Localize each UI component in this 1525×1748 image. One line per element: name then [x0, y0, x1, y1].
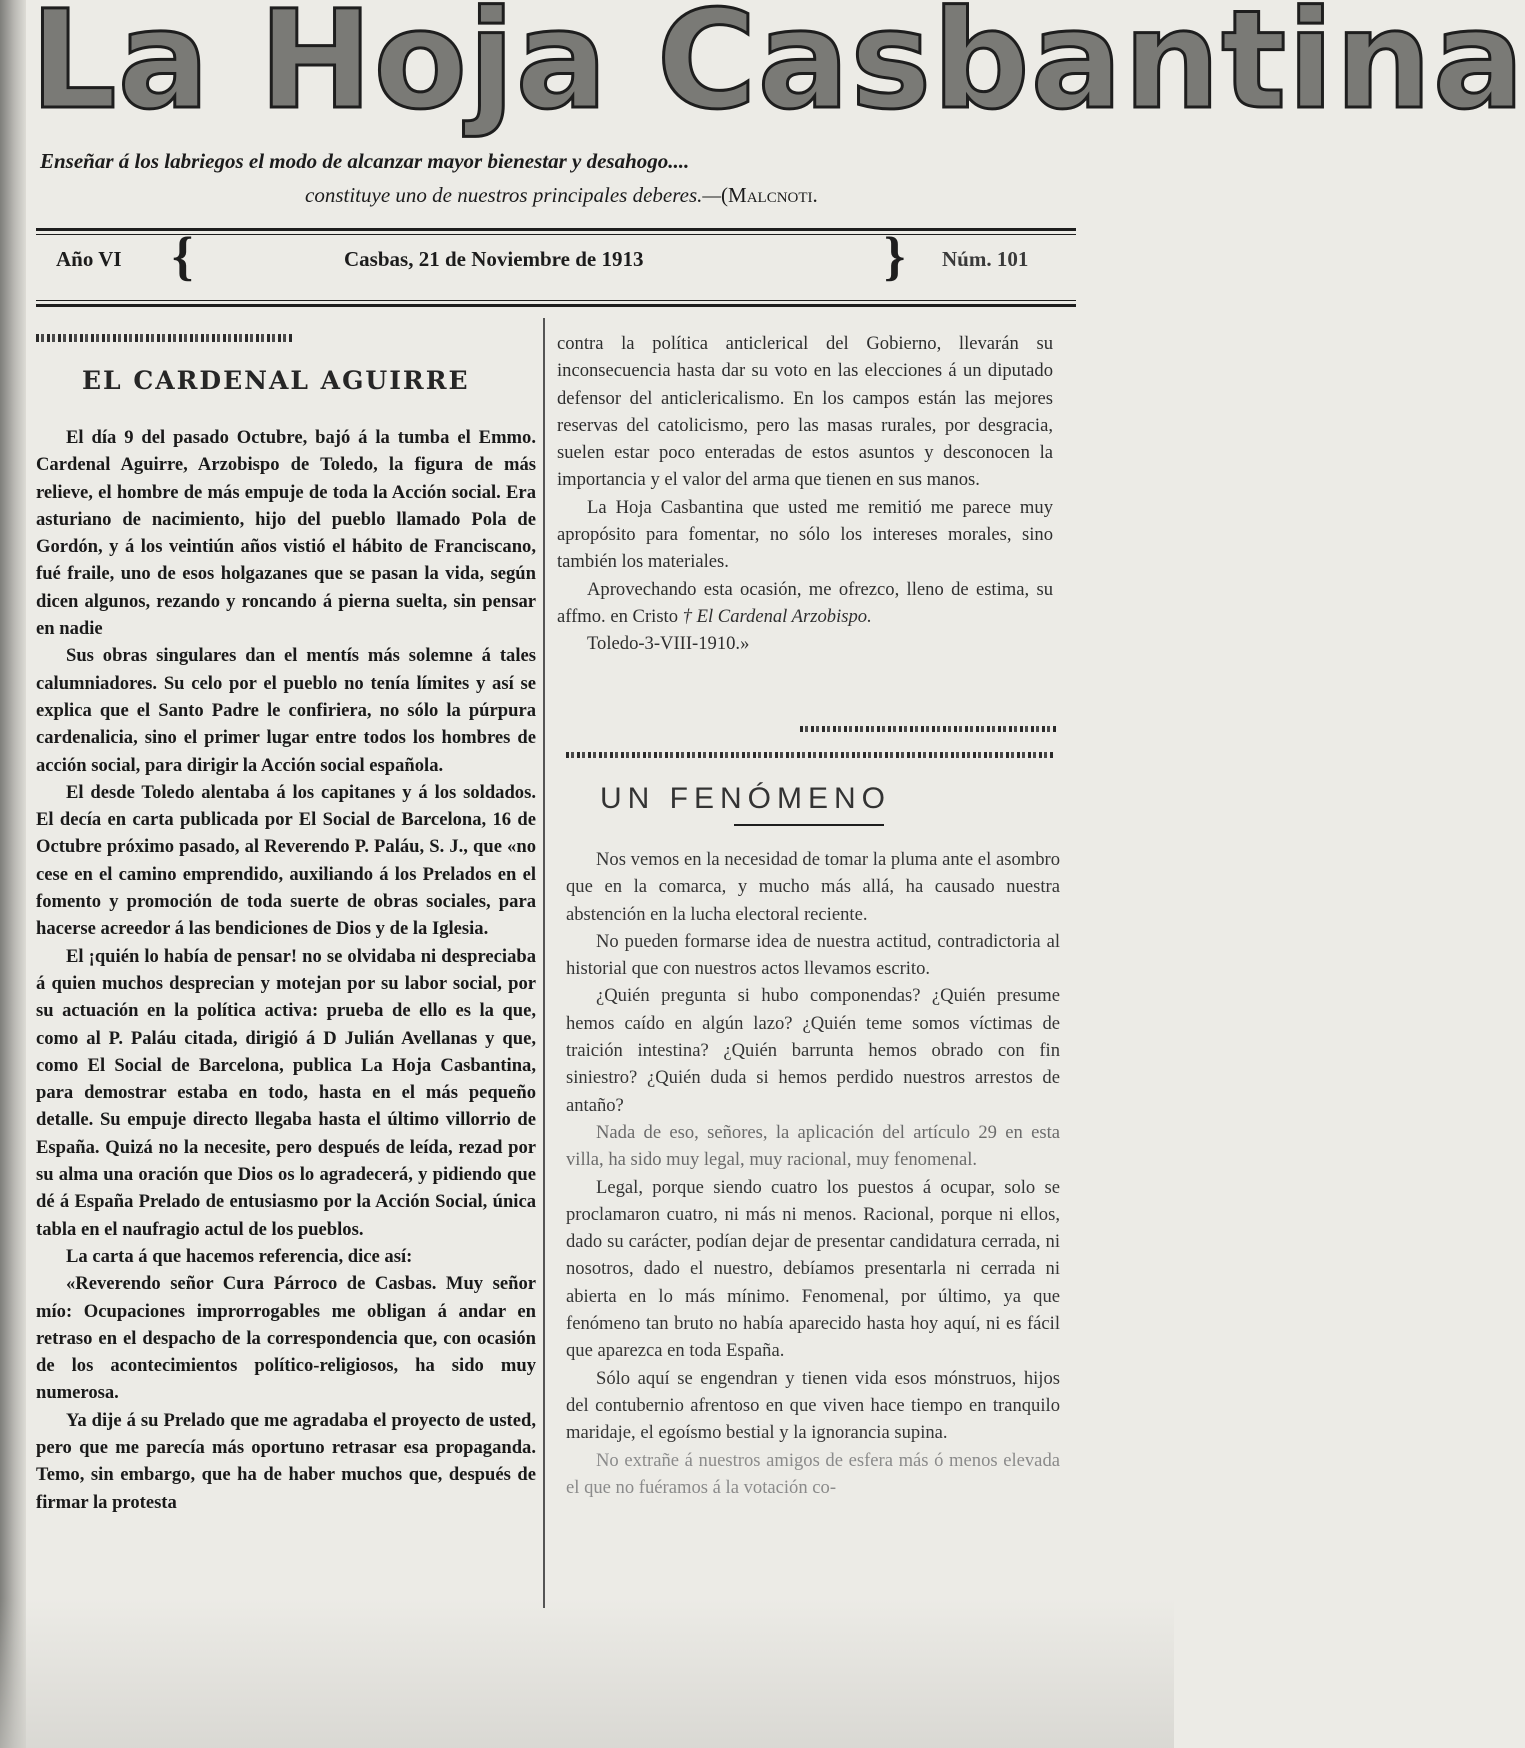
- article-paragraph: Legal, porque siendo cuatro los puestos á ocupar, solo se proclamaron cuatro, ni más ni menos. Racional, porque ni ellos, dado su carácter, podían dejar de presentar candidatura cerrada, ni nosotros, dado el nuestro, debíamos presentarla ni cerrada ni abierta en lo más mínimo. Fenomenal, por último, ya que fenómeno tan bruto no había aparecido hasta hoy aquí, ni es fácil que aparezca en toda España.: [566, 1176, 1060, 1362]
- article-paragraph: La Hoja Casbantina que usted me remitió me parece muy apropósito para fomentar, no sólo los intereses morales, sino también los materiales.: [557, 496, 1053, 573]
- title-underline: [734, 824, 884, 826]
- column-divider: [543, 318, 545, 1608]
- page-bottom-shade: [0, 1598, 1174, 1748]
- ornament-bracket-right: }: [884, 226, 906, 286]
- article-title-cardenal: EL CARDENAL AGUIRRE: [82, 366, 470, 395]
- article-paragraph: No pueden formarse idea de nuestra actitud, contradictoria al historial que con nuestros actos llevamos escrito.: [566, 930, 1060, 980]
- article-paragraph: El ¡quién lo había de pensar! no se olvidaba ni despreciaba á quien muchos desprecian y motejan por su labor social, por su actuación en la política activa: prueba de ello es la que, como al P. Paláu citada, dirigió á D Julián Avellanas y que, como El Social de Barcelona, publica La Hoja Casbantina, para demostrar estaba en todo, hasta en el más pequeño detalle. Su empuje directo llegaba hasta el último villorrio de España. Quizá no la necesite, pero después de leída, rezad por su alma una oración que Dios os lo agradecerá, y pidiendo que dé á España Prelado de entusiasmo por la Acción Social, única tabla en el naufragio actul de los pueblos.: [36, 945, 536, 1240]
- motto-line-2: [305, 180, 1005, 210]
- issue-number: Núm. 101: [942, 247, 1029, 271]
- decorative-hatch-bar-short: [800, 726, 1056, 732]
- article-paragraph: El día 9 del pasado Octubre, bajó á la tumba el Emmo. Cardenal Aguirre, Arzobispo de Toledo, la figura de más relieve, el hombre de más empuje de toda la Acción social. Era asturiano de nacimiento, hijo del pueblo llamado Pola de Gordón, y á los veintiún años vistió el hábito de Franciscano, fué fraile, uno de esos holgazanes que se pasan la vida, según dicen algunos, rezando y roncando á pierna suelta, sin pensar en nadie: [36, 427, 536, 640]
- article-paragraph: ¿Quién pregunta si hubo componendas? ¿Quién presume hemos caído en algún lazo? ¿Quién teme somos víctimas de traición intestina? ¿Quién barrunta hemos obrado con fin siniestro? ¿Quién duda si hemos perdido nuestros arrestos de antaño?: [566, 985, 1060, 1116]
- article-paragraph: Toledo-3-VIII-1910.»: [587, 633, 750, 655]
- article-fenomeno-column: [566, 846, 1060, 1501]
- motto-author: (Malcnoti.: [721, 183, 818, 207]
- article-paragraph: El desde Toledo alentaba á los capitanes y á los soldados. El decía en carta publicada por El Social de Barcelona, 16 de Octubre próximo pasado, al Reverendo P. Paláu, S. J., que «no cese en el camino emprendido, auxiliando á los Prelados en el fomento y promoción de toda suerte de obras sociales, para hacerse acreedor á las bendiciones de Dios y de la Iglesia.: [36, 781, 536, 940]
- article-paragraph: contra la política anticlerical del Gobierno, llevarán su inconsecuencia hasta dar su voto en las elecciones á un diputado defensor del anticlericalismo. En los campos están las mejores reservas del catolicismo, pero las masas rurales, por desgracia, suelen estar poco enteradas de estos asuntos y desconocen la importancia y el valor del arma que tienen en sus manos.: [557, 333, 1053, 491]
- header-rule-bottom-thin: [36, 300, 1076, 301]
- article-paragraph: La carta á que hacemos referencia, dice así:: [66, 1245, 413, 1267]
- article-paragraph: «Reverendo señor Cura Párroco de Casbas. Muy señor mío: Ocupaciones improrrogables me obligan á andar en retraso en el despacho de la correspondencia que, con ocasión de los acontecimientos político-religiosos, ha sido muy numerosa.: [36, 1273, 536, 1404]
- signature: † El Cardenal Arzobispo.: [682, 605, 872, 627]
- decorative-hatch-bar-long: [566, 752, 1054, 758]
- motto-text: constituye uno de nuestros principales deberes.—: [305, 183, 722, 207]
- article-paragraph: No extrañe á nuestros amigos de esfera más ó menos elevada el que no fuéramos á la votación co-: [566, 1449, 1060, 1498]
- ornament-bracket-left: {: [172, 226, 194, 286]
- article-paragraph: Sólo aquí se engendran y tienen vida esos mónstruos, hijos del contubernio afrentoso en que viven hace tiempo en tranquilo maridaje, el egoísmo bestial y la ignorancia supina.: [566, 1367, 1060, 1444]
- article-paragraph: [557, 576, 1053, 631]
- issue-year: Año VI: [56, 247, 122, 271]
- article-paragraph: Nos vemos en la necesidad de tomar la pluma ante el asombro que en la comarca, y mucho más allá, ha causado nuestra abstención en la lucha electoral reciente.: [566, 849, 1060, 925]
- page-edge-shadow: [0, 0, 26, 1748]
- closing-text: Aprovechando esta ocasión, me ofrezco, lleno de estima, su affmo. en Cristo: [557, 578, 1053, 627]
- article-title-fenomeno: UN FENÓMENO: [600, 782, 891, 815]
- article-paragraph: Ya dije á su Prelado que me agradaba el proyecto de usted, pero que me parecía más oportuno retrasar esa propaganda. Temo, sin embargo, que ha de haber muchos que, después de firmar la protesta: [36, 1409, 536, 1513]
- article-cardenal-continuation: [557, 330, 1053, 658]
- issue-date: Casbas, 21 de Noviembre de 1913: [344, 247, 644, 271]
- newspaper-masthead: La Hoja Casbantina: [30, 0, 1525, 140]
- decorative-hatch-bar: [36, 334, 294, 342]
- article-paragraph: Sus obras singulares dan el mentís más solemne á tales calumniadores. Su celo por el pueblo no tenía límites y así se explica que el Santo Padre le confiriera, no sólo la púrpura cardenalicia, sino el primer lugar entre todos los hombres de acción social, para dirigir la Acción social española.: [36, 645, 536, 776]
- header-rule-bottom: [36, 304, 1076, 307]
- article-paragraph: Nada de eso, señores, la aplicación del artículo 29 en esta villa, ha sido muy legal, muy racional, muy fenomenal.: [566, 1121, 1060, 1171]
- motto-line-1: Enseñar á los labriegos el modo de alcanzar mayor bienestar y desahogo....: [40, 149, 690, 173]
- article-cardenal-column: [36, 424, 536, 1516]
